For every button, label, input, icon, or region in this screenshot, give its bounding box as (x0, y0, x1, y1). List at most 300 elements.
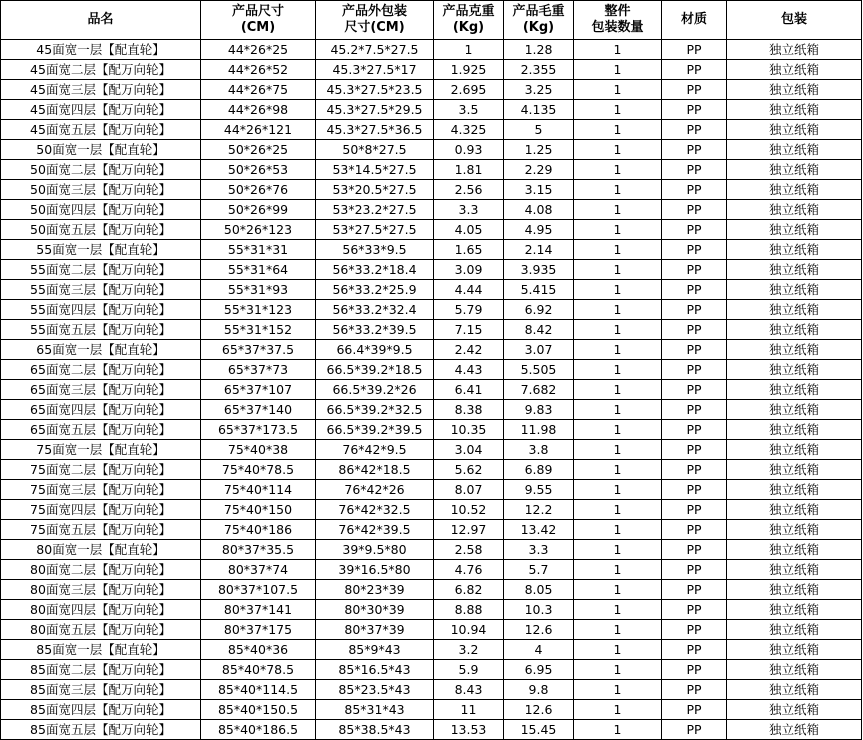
cell-pack-quantity: 1 (574, 700, 662, 720)
header-net-weight-line: (Kg) (452, 20, 485, 35)
cell-product-name: 65面宽二层【配万向轮】 (1, 360, 201, 380)
cell-pack-quantity: 1 (574, 100, 662, 120)
cell-product-name: 75面宽五层【配万向轮】 (1, 520, 201, 540)
cell-material: PP (662, 200, 727, 220)
cell-pack-quantity: 1 (574, 580, 662, 600)
cell-net-weight: 7.15 (434, 320, 504, 340)
cell-material: PP (662, 380, 727, 400)
cell-packaging: 独立纸箱 (727, 600, 862, 620)
cell-product-size: 75*40*78.5 (201, 460, 316, 480)
header-net-weight (434, 1, 504, 40)
cell-gross-weight: 9.55 (504, 480, 574, 500)
cell-product-size: 50*26*25 (201, 140, 316, 160)
cell-packaging: 独立纸箱 (727, 100, 862, 120)
cell-gross-weight: 4 (504, 640, 574, 660)
cell-gross-weight: 5.505 (504, 360, 574, 380)
cell-product-size: 55*31*64 (201, 260, 316, 280)
cell-packaging: 独立纸箱 (727, 380, 862, 400)
cell-net-weight: 3.5 (434, 100, 504, 120)
cell-net-weight: 10.35 (434, 420, 504, 440)
cell-product-size: 85*40*186.5 (201, 720, 316, 740)
header-net-weight-line: 产品克重 (442, 4, 495, 19)
cell-material: PP (662, 280, 727, 300)
cell-material: PP (662, 500, 727, 520)
cell-package-size: 86*42*18.5 (316, 460, 434, 480)
cell-package-size: 80*37*39 (316, 620, 434, 640)
header-material-line: 材质 (680, 12, 707, 27)
cell-product-size: 44*26*25 (201, 40, 316, 60)
cell-product-size: 44*26*121 (201, 120, 316, 140)
cell-material: PP (662, 140, 727, 160)
cell-product-size: 65*37*37.5 (201, 340, 316, 360)
cell-product-name: 85面宽五层【配万向轮】 (1, 720, 201, 740)
cell-gross-weight: 4.08 (504, 200, 574, 220)
cell-pack-quantity: 1 (574, 200, 662, 220)
cell-net-weight: 8.43 (434, 680, 504, 700)
table-row (1, 260, 862, 280)
cell-material: PP (662, 300, 727, 320)
cell-product-size: 44*26*98 (201, 100, 316, 120)
cell-gross-weight: 15.45 (504, 720, 574, 740)
cell-packaging: 独立纸箱 (727, 700, 862, 720)
table-row (1, 80, 862, 100)
cell-pack-quantity: 1 (574, 620, 662, 640)
cell-gross-weight: 5 (504, 120, 574, 140)
cell-material: PP (662, 620, 727, 640)
cell-material: PP (662, 340, 727, 360)
table-row (1, 40, 862, 60)
cell-pack-quantity: 1 (574, 540, 662, 560)
cell-packaging: 独立纸箱 (727, 680, 862, 700)
cell-gross-weight: 7.682 (504, 380, 574, 400)
cell-package-size: 53*27.5*27.5 (316, 220, 434, 240)
cell-material: PP (662, 220, 727, 240)
cell-gross-weight: 9.83 (504, 400, 574, 420)
cell-pack-quantity: 1 (574, 400, 662, 420)
header-product-size-line: (CM) (240, 20, 276, 35)
cell-package-size: 66.4*39*9.5 (316, 340, 434, 360)
cell-material: PP (662, 120, 727, 140)
cell-product-name: 85面宽三层【配万向轮】 (1, 680, 201, 700)
cell-product-size: 44*26*75 (201, 80, 316, 100)
cell-net-weight: 10.52 (434, 500, 504, 520)
cell-gross-weight: 3.25 (504, 80, 574, 100)
cell-product-name: 65面宽四层【配万向轮】 (1, 400, 201, 420)
cell-pack-quantity: 1 (574, 460, 662, 480)
cell-package-size: 85*31*43 (316, 700, 434, 720)
cell-material: PP (662, 60, 727, 80)
table-row (1, 540, 862, 560)
cell-net-weight: 3.09 (434, 260, 504, 280)
cell-net-weight: 6.41 (434, 380, 504, 400)
cell-pack-quantity: 1 (574, 500, 662, 520)
cell-product-size: 44*26*52 (201, 60, 316, 80)
cell-pack-quantity: 1 (574, 260, 662, 280)
cell-net-weight: 6.82 (434, 580, 504, 600)
table-row (1, 420, 862, 440)
cell-packaging: 独立纸箱 (727, 180, 862, 200)
cell-material: PP (662, 400, 727, 420)
cell-gross-weight: 4.95 (504, 220, 574, 240)
cell-packaging: 独立纸箱 (727, 140, 862, 160)
table-row (1, 160, 862, 180)
cell-pack-quantity: 1 (574, 180, 662, 200)
cell-pack-quantity: 1 (574, 360, 662, 380)
header-pack-quantity-line: 整件 (604, 4, 631, 19)
cell-pack-quantity: 1 (574, 220, 662, 240)
cell-material: PP (662, 240, 727, 260)
cell-gross-weight: 6.95 (504, 660, 574, 680)
cell-gross-weight: 3.3 (504, 540, 574, 560)
header-package-size-line: 产品外包装 (341, 4, 407, 19)
cell-net-weight: 2.695 (434, 80, 504, 100)
cell-material: PP (662, 600, 727, 620)
header-product-name-line: 品名 (87, 12, 114, 27)
table-row (1, 680, 862, 700)
cell-net-weight: 1.81 (434, 160, 504, 180)
cell-packaging: 独立纸箱 (727, 440, 862, 460)
cell-packaging: 独立纸箱 (727, 520, 862, 540)
header-package-size (316, 1, 434, 40)
cell-gross-weight: 8.42 (504, 320, 574, 340)
cell-packaging: 独立纸箱 (727, 500, 862, 520)
table-row (1, 500, 862, 520)
table-row (1, 440, 862, 460)
cell-package-size: 66.5*39.2*39.5 (316, 420, 434, 440)
cell-gross-weight: 1.25 (504, 140, 574, 160)
cell-pack-quantity: 1 (574, 660, 662, 680)
cell-packaging: 独立纸箱 (727, 560, 862, 580)
cell-package-size: 76*42*39.5 (316, 520, 434, 540)
cell-package-size: 45.3*27.5*29.5 (316, 100, 434, 120)
table-row (1, 620, 862, 640)
cell-product-name: 75面宽四层【配万向轮】 (1, 500, 201, 520)
cell-pack-quantity: 1 (574, 120, 662, 140)
cell-product-name: 65面宽一层【配直轮】 (1, 340, 201, 360)
cell-material: PP (662, 460, 727, 480)
cell-material: PP (662, 180, 727, 200)
cell-packaging: 独立纸箱 (727, 360, 862, 380)
table-row (1, 720, 862, 740)
cell-material: PP (662, 720, 727, 740)
header-gross-weight-line: (Kg) (522, 20, 555, 35)
cell-product-size: 50*26*99 (201, 200, 316, 220)
cell-package-size: 85*9*43 (316, 640, 434, 660)
cell-pack-quantity: 1 (574, 300, 662, 320)
cell-net-weight: 3.3 (434, 200, 504, 220)
cell-net-weight: 0.93 (434, 140, 504, 160)
cell-packaging: 独立纸箱 (727, 720, 862, 740)
table-row (1, 100, 862, 120)
cell-package-size: 76*42*26 (316, 480, 434, 500)
cell-material: PP (662, 420, 727, 440)
cell-net-weight: 1.65 (434, 240, 504, 260)
table-row (1, 460, 862, 480)
cell-pack-quantity: 1 (574, 600, 662, 620)
cell-product-name: 50面宽二层【配万向轮】 (1, 160, 201, 180)
cell-product-size: 80*37*141 (201, 600, 316, 620)
cell-material: PP (662, 680, 727, 700)
table-row (1, 640, 862, 660)
cell-net-weight: 5.79 (434, 300, 504, 320)
cell-package-size: 53*23.2*27.5 (316, 200, 434, 220)
cell-material: PP (662, 540, 727, 560)
cell-product-size: 85*40*36 (201, 640, 316, 660)
header-packaging (727, 1, 862, 40)
cell-net-weight: 13.53 (434, 720, 504, 740)
cell-product-size: 55*31*31 (201, 240, 316, 260)
cell-packaging: 独立纸箱 (727, 200, 862, 220)
cell-package-size: 56*33*9.5 (316, 240, 434, 260)
cell-pack-quantity: 1 (574, 80, 662, 100)
header-gross-weight (504, 1, 574, 40)
cell-product-size: 75*40*114 (201, 480, 316, 500)
cell-pack-quantity: 1 (574, 60, 662, 80)
cell-packaging: 独立纸箱 (727, 620, 862, 640)
cell-net-weight: 4.05 (434, 220, 504, 240)
cell-product-name: 85面宽一层【配直轮】 (1, 640, 201, 660)
cell-gross-weight: 1.28 (504, 40, 574, 60)
cell-packaging: 独立纸箱 (727, 660, 862, 680)
cell-product-name: 55面宽二层【配万向轮】 (1, 260, 201, 280)
cell-net-weight: 1.925 (434, 60, 504, 80)
cell-net-weight: 4.325 (434, 120, 504, 140)
table-row (1, 480, 862, 500)
cell-pack-quantity: 1 (574, 340, 662, 360)
cell-product-name: 50面宽四层【配万向轮】 (1, 200, 201, 220)
table-header (1, 1, 862, 40)
cell-gross-weight: 3.07 (504, 340, 574, 360)
cell-net-weight: 2.56 (434, 180, 504, 200)
cell-material: PP (662, 560, 727, 580)
header-package-size-line: 尺寸(CM) (344, 20, 405, 35)
cell-package-size: 45.3*27.5*36.5 (316, 120, 434, 140)
cell-gross-weight: 2.14 (504, 240, 574, 260)
cell-net-weight: 1 (434, 40, 504, 60)
cell-product-name: 80面宽三层【配万向轮】 (1, 580, 201, 600)
cell-pack-quantity: 1 (574, 420, 662, 440)
cell-product-name: 80面宽五层【配万向轮】 (1, 620, 201, 640)
cell-net-weight: 3.2 (434, 640, 504, 660)
cell-packaging: 独立纸箱 (727, 240, 862, 260)
cell-product-name: 50面宽五层【配万向轮】 (1, 220, 201, 240)
table-row (1, 520, 862, 540)
cell-product-size: 85*40*78.5 (201, 660, 316, 680)
cell-gross-weight: 3.15 (504, 180, 574, 200)
cell-product-name: 80面宽四层【配万向轮】 (1, 600, 201, 620)
cell-pack-quantity: 1 (574, 160, 662, 180)
cell-package-size: 39*9.5*80 (316, 540, 434, 560)
cell-product-name: 65面宽三层【配万向轮】 (1, 380, 201, 400)
table-row (1, 280, 862, 300)
cell-gross-weight: 2.355 (504, 60, 574, 80)
cell-packaging: 独立纸箱 (727, 300, 862, 320)
cell-product-size: 80*37*175 (201, 620, 316, 640)
cell-material: PP (662, 40, 727, 60)
cell-packaging: 独立纸箱 (727, 120, 862, 140)
cell-product-size: 65*37*173.5 (201, 420, 316, 440)
table-row (1, 580, 862, 600)
cell-gross-weight: 10.3 (504, 600, 574, 620)
table-row (1, 560, 862, 580)
cell-package-size: 85*23.5*43 (316, 680, 434, 700)
cell-product-name: 50面宽三层【配万向轮】 (1, 180, 201, 200)
cell-packaging: 独立纸箱 (727, 420, 862, 440)
cell-package-size: 76*42*32.5 (316, 500, 434, 520)
cell-product-size: 50*26*76 (201, 180, 316, 200)
cell-product-name: 45面宽一层【配直轮】 (1, 40, 201, 60)
cell-gross-weight: 9.8 (504, 680, 574, 700)
cell-product-size: 80*37*74 (201, 560, 316, 580)
cell-gross-weight: 5.7 (504, 560, 574, 580)
cell-material: PP (662, 660, 727, 680)
cell-material: PP (662, 260, 727, 280)
cell-gross-weight: 3.935 (504, 260, 574, 280)
cell-pack-quantity: 1 (574, 640, 662, 660)
cell-gross-weight: 2.29 (504, 160, 574, 180)
table-body (1, 40, 862, 740)
cell-pack-quantity: 1 (574, 440, 662, 460)
cell-package-size: 76*42*9.5 (316, 440, 434, 460)
cell-net-weight: 10.94 (434, 620, 504, 640)
cell-package-size: 85*38.5*43 (316, 720, 434, 740)
cell-material: PP (662, 320, 727, 340)
cell-packaging: 独立纸箱 (727, 80, 862, 100)
header-pack-quantity (574, 1, 662, 40)
cell-material: PP (662, 100, 727, 120)
cell-product-size: 55*31*123 (201, 300, 316, 320)
table-row (1, 140, 862, 160)
header-product-size (201, 1, 316, 40)
cell-material: PP (662, 80, 727, 100)
cell-product-name: 45面宽三层【配万向轮】 (1, 80, 201, 100)
cell-packaging: 独立纸箱 (727, 280, 862, 300)
table-row (1, 60, 862, 80)
cell-product-name: 80面宽一层【配直轮】 (1, 540, 201, 560)
cell-package-size: 66.5*39.2*26 (316, 380, 434, 400)
cell-package-size: 45.2*7.5*27.5 (316, 40, 434, 60)
table-row (1, 360, 862, 380)
cell-material: PP (662, 360, 727, 380)
cell-packaging: 独立纸箱 (727, 580, 862, 600)
cell-product-name: 75面宽二层【配万向轮】 (1, 460, 201, 480)
cell-material: PP (662, 580, 727, 600)
cell-product-name: 85面宽二层【配万向轮】 (1, 660, 201, 680)
cell-packaging: 独立纸箱 (727, 400, 862, 420)
cell-gross-weight: 4.135 (504, 100, 574, 120)
cell-pack-quantity: 1 (574, 240, 662, 260)
header-pack-quantity-line: 包装数量 (591, 20, 644, 35)
cell-product-name: 55面宽五层【配万向轮】 (1, 320, 201, 340)
cell-package-size: 80*30*39 (316, 600, 434, 620)
cell-product-size: 65*37*73 (201, 360, 316, 380)
table-row (1, 380, 862, 400)
table-row (1, 320, 862, 340)
cell-net-weight: 2.42 (434, 340, 504, 360)
cell-net-weight: 11 (434, 700, 504, 720)
cell-packaging: 独立纸箱 (727, 60, 862, 80)
cell-product-size: 80*37*35.5 (201, 540, 316, 560)
cell-product-name: 55面宽一层【配直轮】 (1, 240, 201, 260)
cell-net-weight: 2.58 (434, 540, 504, 560)
cell-product-name: 75面宽三层【配万向轮】 (1, 480, 201, 500)
cell-product-size: 65*37*140 (201, 400, 316, 420)
cell-packaging: 独立纸箱 (727, 460, 862, 480)
header-product-name (1, 1, 201, 40)
cell-material: PP (662, 440, 727, 460)
cell-material: PP (662, 160, 727, 180)
table-row (1, 400, 862, 420)
cell-net-weight: 3.04 (434, 440, 504, 460)
cell-package-size: 85*16.5*43 (316, 660, 434, 680)
cell-package-size: 45.3*27.5*23.5 (316, 80, 434, 100)
cell-packaging: 独立纸箱 (727, 540, 862, 560)
cell-pack-quantity: 1 (574, 720, 662, 740)
cell-package-size: 39*16.5*80 (316, 560, 434, 580)
cell-gross-weight: 8.05 (504, 580, 574, 600)
cell-package-size: 80*23*39 (316, 580, 434, 600)
cell-product-name: 45面宽二层【配万向轮】 (1, 60, 201, 80)
cell-product-size: 75*40*150 (201, 500, 316, 520)
cell-gross-weight: 12.6 (504, 620, 574, 640)
cell-material: PP (662, 480, 727, 500)
table-row (1, 340, 862, 360)
cell-product-size: 50*26*53 (201, 160, 316, 180)
cell-gross-weight: 6.92 (504, 300, 574, 320)
table-row (1, 220, 862, 240)
cell-material: PP (662, 700, 727, 720)
cell-package-size: 56*33.2*25.9 (316, 280, 434, 300)
table-row (1, 700, 862, 720)
cell-packaging: 独立纸箱 (727, 260, 862, 280)
cell-net-weight: 8.38 (434, 400, 504, 420)
header-row (1, 1, 862, 40)
cell-product-size: 85*40*114.5 (201, 680, 316, 700)
cell-gross-weight: 12.2 (504, 500, 574, 520)
cell-product-name: 65面宽五层【配万向轮】 (1, 420, 201, 440)
cell-net-weight: 12.97 (434, 520, 504, 540)
cell-pack-quantity: 1 (574, 560, 662, 580)
cell-product-size: 85*40*150.5 (201, 700, 316, 720)
cell-gross-weight: 5.415 (504, 280, 574, 300)
header-material (662, 1, 727, 40)
table-row (1, 300, 862, 320)
cell-packaging: 独立纸箱 (727, 340, 862, 360)
cell-package-size: 66.5*39.2*32.5 (316, 400, 434, 420)
cell-net-weight: 4.44 (434, 280, 504, 300)
header-gross-weight-line: 产品毛重 (512, 4, 565, 19)
cell-package-size: 50*8*27.5 (316, 140, 434, 160)
cell-net-weight: 8.07 (434, 480, 504, 500)
cell-gross-weight: 3.8 (504, 440, 574, 460)
cell-product-name: 75面宽一层【配直轮】 (1, 440, 201, 460)
cell-product-name: 45面宽四层【配万向轮】 (1, 100, 201, 120)
cell-pack-quantity: 1 (574, 680, 662, 700)
table-row (1, 600, 862, 620)
cell-material: PP (662, 520, 727, 540)
cell-packaging: 独立纸箱 (727, 160, 862, 180)
cell-product-size: 75*40*38 (201, 440, 316, 460)
cell-package-size: 53*14.5*27.5 (316, 160, 434, 180)
cell-product-size: 55*31*93 (201, 280, 316, 300)
cell-pack-quantity: 1 (574, 280, 662, 300)
cell-packaging: 独立纸箱 (727, 640, 862, 660)
cell-product-size: 80*37*107.5 (201, 580, 316, 600)
cell-product-name: 55面宽三层【配万向轮】 (1, 280, 201, 300)
cell-pack-quantity: 1 (574, 380, 662, 400)
cell-pack-quantity: 1 (574, 40, 662, 60)
header-packaging-line: 包装 (780, 12, 807, 27)
